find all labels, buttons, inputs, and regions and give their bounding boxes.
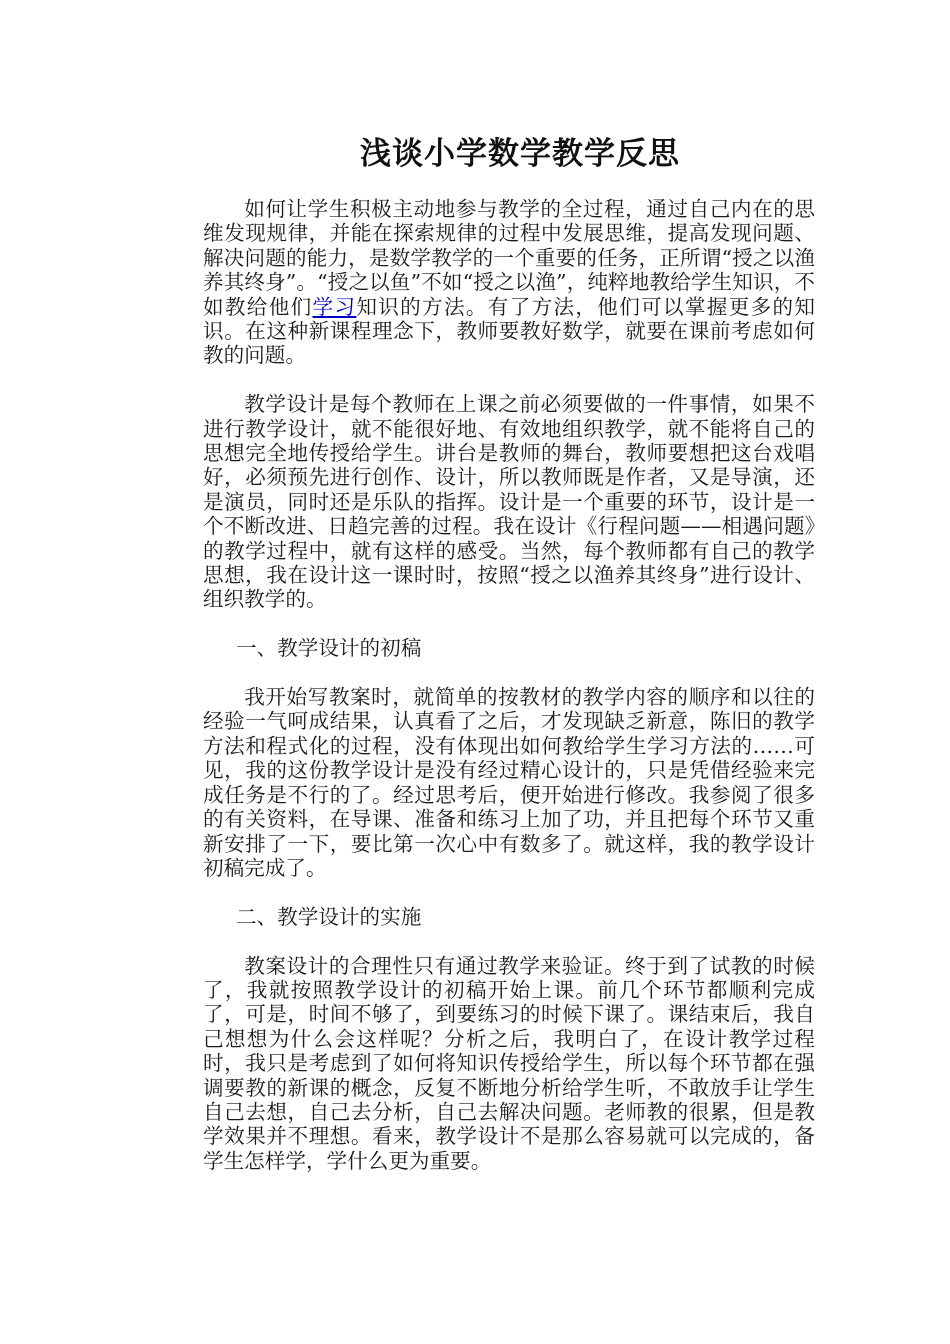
section-heading-draft: 一、教学设计的初稿 — [235, 636, 422, 661]
paragraph-draft: 我开始写教案时，就简单的按教材的教学内容的顺序和以往的经验一气呵成结果，认真看了之后，才发现缺乏新意，陈旧的教学方法和程式化的过程，没有体现出如何教给学生学习方法的……可见，我的这份教学设计是没有经过精心设计的，只是凭借经验来完成任务是不行的了。经过思考后，便开始进行修改。我参阅了很多的有关资料，在导课、准备和练习上加了功，并且把每个环节又重新安排了一下，要比第一次心中有数多了。就这样，我的教学设计初稿完成了。 — [203, 685, 815, 880]
paragraph-intro — [203, 197, 815, 368]
study-link[interactable]: 学习 — [312, 294, 357, 319]
document-body — [203, 197, 815, 1198]
paragraph-implementation: 教案设计的合理性只有通过教学来验证。终于到了试教的时候了，我就按照教学设计的初稿开始上课。前几个环节都顺利完成了，可是，时间不够了，到要练习的时候下课了。课结束后，我自己想想为什么会这样呢？分析之后，我明白了，在设计教学过程时，我只是考虑到了如何将知识传授给学生，所以每个环节都在强调要教的新课的概念，反复不断地分析给学生听，不敢放手让学生自己去想，自己去分析，自己去解决问题。老师教的很累，但是教学效果并不理想。看来，教学设计不是那么容易就可以完成的，备学生怎样学，学什么更为重要。 — [203, 953, 815, 1173]
document-title: 浅谈小学数学教学反思 — [360, 136, 680, 172]
paragraph-intro-text-after: 知识的方法。有了方法，他们可以掌握更多的知识。在这种新课程理念下，教师要教好数学，就要在课前考虑如何教的问题。 — [203, 294, 816, 368]
paragraph-intro-text-before: 如何让学生积极主动地参与教学的全过程，通过自己内在的思维发现规律，并能在探索规律的过程中发展思维，提高发现问题、解决问题的能力，是数学教学的一个重要的任务，正所谓“授之以渔养其终身”。“授之以鱼”不如“授之以渔”，纯粹地教给学生知识，不如教给他们 — [203, 197, 815, 319]
paragraph-design: 教学设计是每个教师在上课之前必须要做的一件事情，如果不进行教学设计，就不能很好地、有效地组织教学，就不能将自己的思想完全地传授给学生。讲台是教师的舞台，教师要想把这台戏唱好，必须预先进行创作、设计，所以教师既是作者，又是导演，还是演员，同时还是乐队的指挥。设计是一个重要的环节，设计是一个不断改进、日趋完善的过程。我在设计《行程问题——相遇问题》的教学过程中，就有这样的感受。当然，每个教师都有自己的教学思想，我在设计这一课时时，按照“授之以渔养其终身”进行设计、组织教学的。 — [203, 392, 815, 612]
section-heading-implementation: 二、教学设计的实施 — [235, 904, 422, 929]
